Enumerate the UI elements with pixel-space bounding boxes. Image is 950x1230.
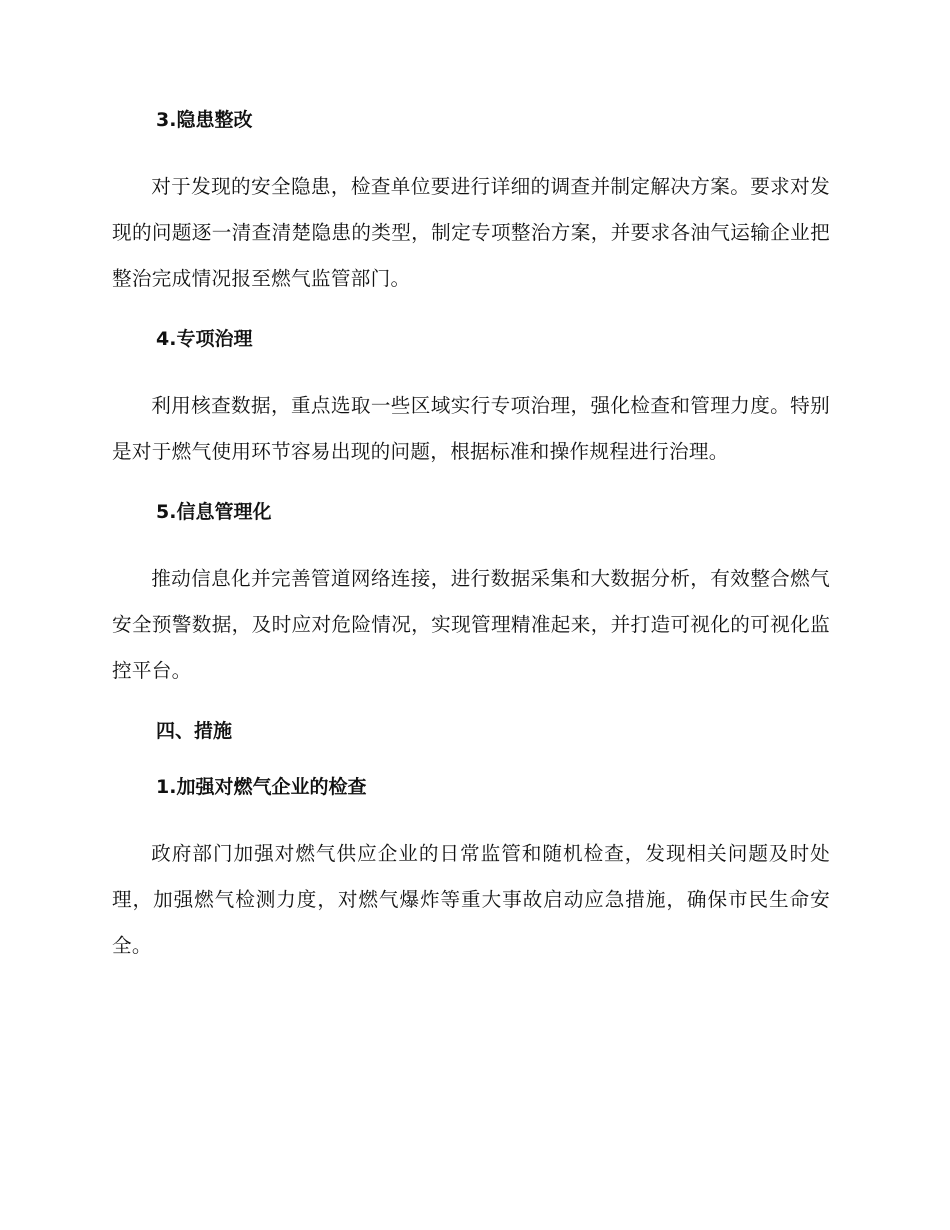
section-paragraph-strengthen-inspection: 政府部门加强对燃气供应企业的日常监管和随机检查，发现相关问题及时处理，加强燃气检测力度，对燃气爆炸等重大事故启动应急措施，确保市民生命安全。: [112, 842, 830, 957]
section-heading-information-management: 5.信息管理化: [156, 501, 272, 523]
section-heading-measures: 四、措施: [156, 720, 233, 742]
section-paragraph-special-governance: 利用核查数据，重点选取一些区域实行专项治理，强化检查和管理力度。特别是对于燃气使用环节容易出现的问题，根据标准和操作规程进行治理。: [112, 394, 830, 463]
section-paragraph-hazard-rectification: 对于发现的安全隐患，检查单位要进行详细的调查并制定解决方案。要求对发现的问题逐一清查清楚隐患的类型，制定专项整治方案，并要求各油气运输企业把整治完成情况报至燃气监管部门。: [112, 175, 830, 290]
document-body: [112, 108, 830, 969]
section-heading-special-governance: 4.专项治理: [156, 328, 253, 350]
section-paragraph-information-management: 推动信息化并完善管道网络连接，进行数据采集和大数据分析，有效整合燃气安全预警数据，及时应对危险情况，实现管理精准起来，并打造可视化的可视化监控平台。: [112, 567, 830, 682]
section-heading-hazard-rectification: 3.隐患整改: [156, 109, 253, 131]
section-heading-strengthen-inspection: 1.加强对燃气企业的检查: [156, 776, 367, 798]
